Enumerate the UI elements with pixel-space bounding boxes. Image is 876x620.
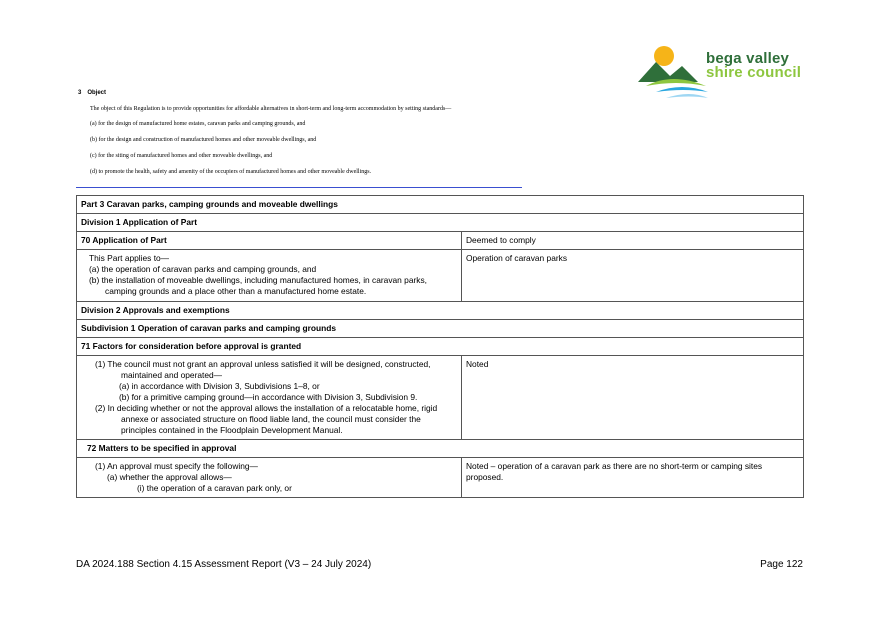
- footer-page-number: Page 122: [760, 559, 803, 570]
- s70-heading: 70 Application of Part: [77, 232, 462, 250]
- s70-line: This Part applies to—: [89, 253, 170, 263]
- logo-wordmark: [706, 52, 801, 80]
- table-row: [77, 320, 804, 338]
- logo-mark-icon: [636, 42, 708, 100]
- object-title: Object: [87, 90, 107, 96]
- s71-line: (b) for a primitive camping ground—in accordance with Division 3, Subdivision 9.: [119, 392, 418, 402]
- object-section: [78, 90, 518, 185]
- s71-line: (a) in accordance with Division 3, Subdivisions 1–8, or: [119, 381, 320, 391]
- s70-comment: Operation of caravan parks: [462, 250, 804, 302]
- object-item: (a) for the design of manufactured home estates, caravan parks and camping grounds, and: [90, 121, 306, 127]
- table-row: [77, 356, 804, 440]
- table-row: [77, 250, 804, 302]
- s72-line: (1) An approval must specify the following—: [95, 461, 258, 471]
- table-row: [77, 196, 804, 214]
- s71-body: [77, 356, 462, 440]
- s71-comment: Noted: [462, 356, 804, 440]
- s71-heading: 71 Factors for consideration before approval is granted: [77, 338, 804, 356]
- logo-line-1: bega valley: [706, 50, 790, 67]
- division2-heading: Division 2 Approvals and exemptions: [77, 302, 804, 320]
- s72-body: [77, 458, 462, 498]
- s70-line: (a) the operation of caravan parks and camping grounds, and: [89, 264, 317, 274]
- s72-line: (a) whether the approval allows—: [107, 472, 232, 482]
- s72-comment: Noted – operation of a caravan park as there are no short-term or camping sites proposed.: [462, 458, 804, 498]
- table-row: [77, 214, 804, 232]
- s70-body: [77, 250, 462, 302]
- table-row: [77, 440, 804, 458]
- s71-line: (2) In deciding whether or not the approval allows the installation of a relocatable home, rigid annexe or associated structure on flood liable land, the council must consider the principles contained in the Floodplain Development Manual.: [95, 403, 438, 435]
- s70-right-heading: Deemed to comply: [462, 232, 804, 250]
- object-item: (d) to promote the health, safety and amenity of the occupiers of manufactured homes and other moveable dwellings.: [90, 169, 372, 175]
- footer-report-title: DA 2024.188 Section 4.15 Assessment Report (V3 – 24 July 2024): [76, 559, 372, 570]
- object-intro: The object of this Regulation is to provide opportunities for affordable alternatives in short-term and long-term accommodation by setting standards—: [90, 106, 452, 112]
- object-divider: [76, 187, 522, 188]
- subdivision1-heading: Subdivision 1 Operation of caravan parks and camping grounds: [77, 320, 804, 338]
- table-row: [77, 458, 804, 498]
- s72-line: (i) the operation of a caravan park only, or: [137, 483, 292, 493]
- assessment-table: [76, 195, 804, 498]
- object-item: (b) for the design and construction of manufactured homes and other moveable dwellings, and: [90, 137, 317, 143]
- object-heading: [78, 90, 518, 96]
- part-heading: Part 3 Caravan parks, camping grounds and moveable dwellings: [77, 196, 804, 214]
- logo-line-2: shire council: [706, 64, 802, 81]
- s71-line: (1) The council must not grant an approval unless satisfied it will be designed, constructed, maintained and operated—: [95, 359, 431, 380]
- table-row: [77, 338, 804, 356]
- object-item: (c) for the siting of manufactured homes and other moveable dwellings, and: [90, 153, 273, 159]
- table-row: [77, 232, 804, 250]
- division1-heading: Division 1 Application of Part: [77, 214, 804, 232]
- s72-heading: 72 Matters to be specified in approval: [77, 440, 804, 458]
- s70-line: (b) the installation of moveable dwellings, including manufactured homes, in caravan parks, camping grounds and a place other than a manufactured home estate.: [89, 275, 427, 296]
- table-row: [77, 302, 804, 320]
- object-number: 3: [78, 90, 82, 96]
